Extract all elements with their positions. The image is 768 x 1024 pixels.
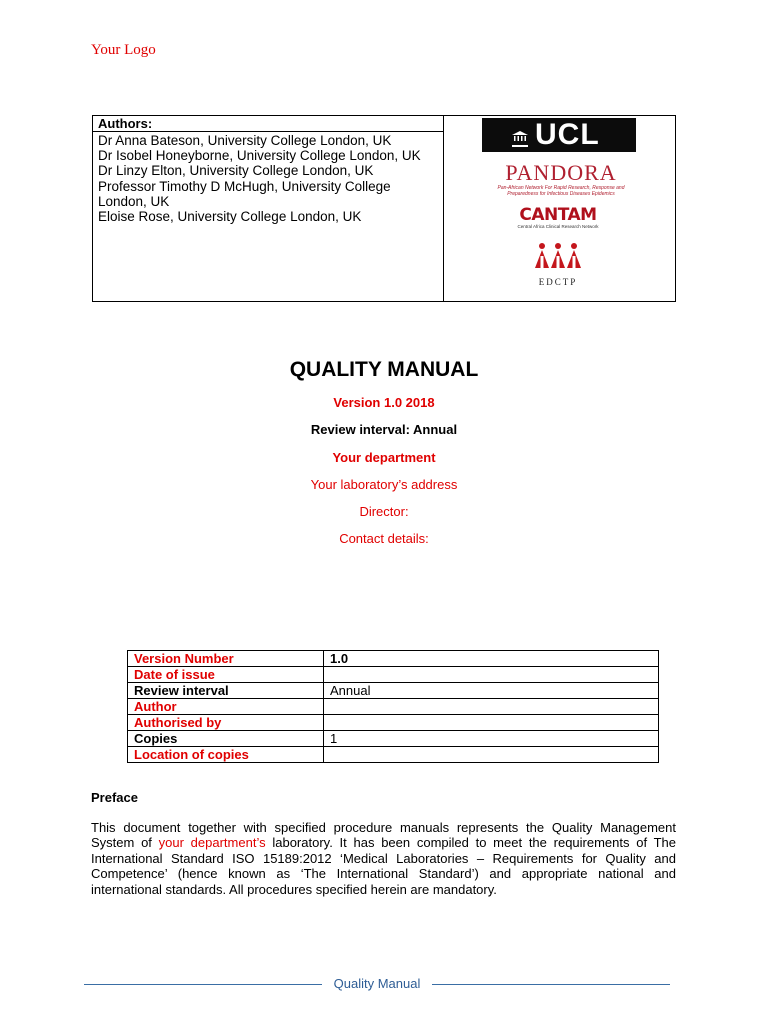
authors-heading: Authors:	[93, 116, 443, 132]
author-line: Dr Anna Bateson, University College London, UK	[98, 133, 392, 148]
preface-heading: Preface	[91, 790, 138, 805]
pandora-wordmark: PANDORA	[505, 160, 617, 185]
table-row-label: Copies	[128, 731, 324, 747]
pandora-tagline: Pan-African Network For Rapid Research, Response and Preparedness for Infectious Diseases Epidemics	[497, 185, 625, 197]
table-row	[128, 747, 659, 763]
version-table	[127, 650, 659, 763]
table-row	[128, 651, 659, 667]
table-row-value: 1.0	[324, 651, 659, 667]
table-row-value: 1	[324, 731, 659, 747]
logo-placeholder: Your Logo	[91, 42, 156, 58]
preface-text-part: This document together with specified procedure manuals represents the Quality Management System of	[91, 820, 676, 851]
ucl-underline	[512, 145, 528, 147]
portico-icon	[512, 131, 528, 141]
table-row-value	[324, 715, 659, 731]
table-row	[128, 699, 659, 715]
table-row-label: Date of issue	[128, 667, 324, 683]
table-row-value	[324, 699, 659, 715]
page-footer	[84, 975, 670, 993]
review-interval-line: Review interval: Annual	[310, 422, 458, 437]
pandora-logo	[490, 162, 632, 197]
author-line: Dr Isobel Honeyborne, University College London, UK	[98, 148, 421, 164]
edctp-wordmark: EDCTP	[538, 277, 578, 287]
table-row-value	[324, 747, 659, 763]
version-line: Version 1.0 2018	[333, 395, 435, 410]
footer-title: Quality Manual	[328, 976, 427, 991]
table-row-label: Location of copies	[128, 747, 324, 763]
authors-panel	[93, 116, 444, 301]
ucl-logo	[482, 118, 636, 152]
authors-box	[92, 115, 676, 302]
preface-highlight: your department’s	[158, 835, 266, 851]
author-line: Eloise Rose, University College London, UK	[98, 209, 362, 225]
edctp-figures-icon	[532, 242, 584, 270]
table-row-label: Author	[128, 699, 324, 715]
table-row	[128, 667, 659, 683]
contact-label: Contact details:	[339, 531, 429, 546]
address-line: Your laboratory’s address	[310, 477, 458, 492]
table-row-label: Version Number	[128, 651, 324, 667]
partner-logos	[444, 116, 675, 301]
edctp-logo	[532, 242, 584, 287]
director-line: Director:	[359, 504, 409, 519]
contact-line	[0, 531, 768, 547]
table-row-label: Review interval	[128, 683, 324, 699]
department-line: Your department	[332, 450, 436, 465]
preface-text-part: laboratory. It has been compiled to meet the requirements of The International Standard ISO 15189:2012 ‘Medical Laboratories – Requirements for Quality and Competence’ (hence known as ‘The International Standard’) and appropriate national and international standards. All procedures specified herein are mandatory.	[91, 835, 676, 897]
page-title: QUALITY MANUAL	[289, 358, 479, 381]
cantam-logo	[512, 206, 604, 229]
table-row-value: Annual	[324, 683, 659, 699]
table-row-value	[324, 667, 659, 683]
author-line: Professor Timothy D McHugh, University College London, UK	[98, 178, 391, 209]
author-line: Dr Linzy Elton, University College London, UK	[98, 163, 374, 179]
ucl-wordmark: UCL	[535, 118, 600, 151]
authors-list	[93, 132, 443, 225]
table-row-label: Authorised by	[128, 715, 324, 731]
cantam-wordmark: CANTAM	[519, 205, 597, 225]
table-row	[128, 683, 659, 699]
table-row	[128, 715, 659, 731]
preface-text	[91, 820, 676, 897]
table-row	[128, 731, 659, 747]
cantam-tagline: Central Africa Clinical Research Network	[517, 224, 599, 229]
document-title	[0, 357, 768, 383]
